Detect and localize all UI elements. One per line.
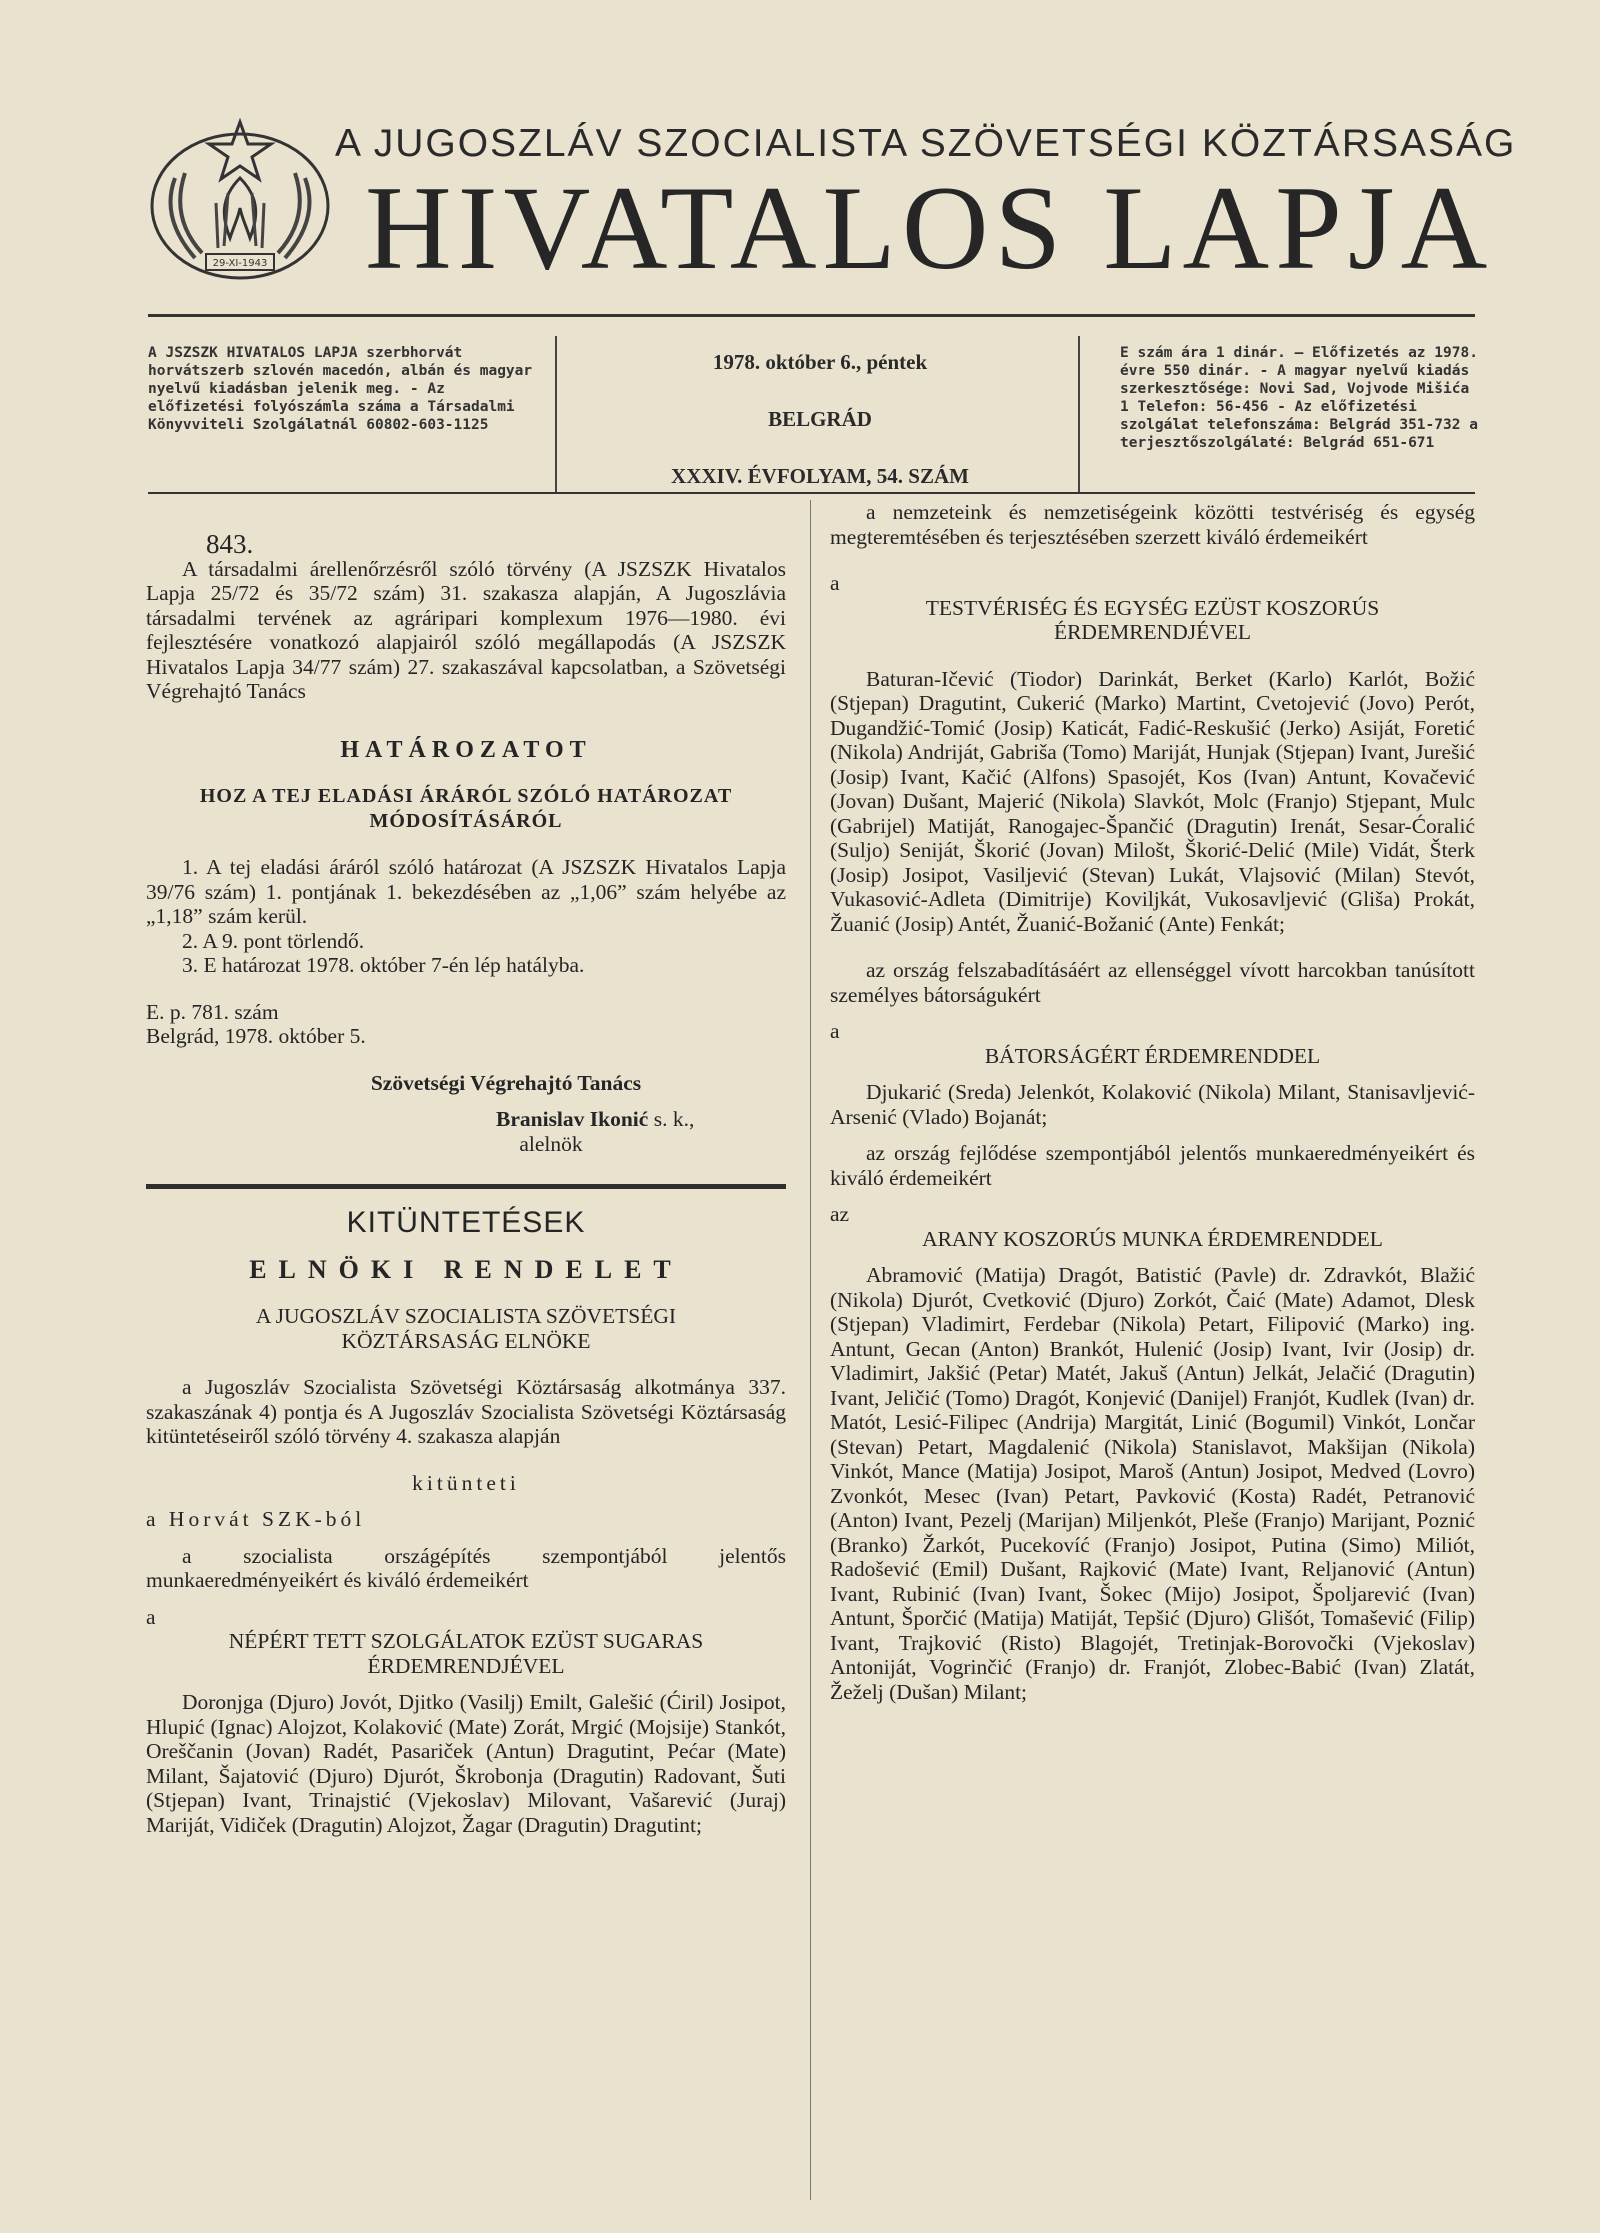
- signer-role: alelnök: [519, 1131, 583, 1156]
- header-bottom-rule: [148, 492, 1475, 494]
- left-column: [146, 529, 786, 1837]
- header-divider-left: [555, 336, 557, 492]
- decision-number: 843.: [206, 529, 254, 559]
- award-reason-4: az ország fejlődése szempontjából jelentős munkaeredményeikért és kiváló érdemeikért: [830, 1141, 1475, 1190]
- decision-intro: A társadalmi árellenőrzésről szóló törvény (A JSZSZK Hivatalos Lapja 25/72 és 35/72 szám) 31. szakasza alapján, A Jugoszlávia társadalmi tervének az agráripari komplexum 1976—1980. évi fejlesztésére vonatkozó alapjairól szóló megállapodás (A JSZSZK Hivatalos Lapja 34/77 szám) 27. szakaszával kapcsolatban, a Szövetségi Végrehajtó Tanács: [146, 556, 786, 703]
- order-name-1: NÉPÉRT TETT SZOLGÁLATOK EZÜST SUGARAS ÉRDEMRENDJÉVEL: [228, 1629, 704, 1678]
- section-heading: KITÜNTETÉSEK: [346, 1206, 586, 1239]
- awardee-list-3: Djukarić (Sreda) Jelenkót, Kolaković (Nikola) Milant, Stanisavljević-Arsenić (Vlado) Bojanát;: [830, 1080, 1475, 1129]
- resolution-item-2: 2. A 9. pont törlendő.: [182, 928, 365, 953]
- article-4: az: [830, 1202, 850, 1226]
- resolution-item-1: 1. A tej eladási áráról szóló határozat (A JSZSZK Hivatalos Lapja 39/76 szám) 1. pontjának 1. bekezdésében az „1,06” szám helyébe az „1,18” szám kerül.: [146, 855, 786, 928]
- awardee-list-1: Doronjga (Djuro) Jovót, Djitko (Vasilj) Emilt, Galešić (Ćiril) Josipot, Hlupić (Ignac) Alojzot, Kolaković (Mate) Zorát, Mrgić (Mojsije) Stankót, Oreščanin (Jovan) Radét, Pasariček (Antun) Dragutint, Pećar (Mate) Milant, Šajatović (Djuro) Djurót, Škrobonja (Dragutin) Radovant, Šuti (Stjepan) Ivant, Trinajstić (Vjekoslav) Milovant, Vašarević (Juraj) Mariját, Vidiček (Dragutin) Alojzot, Žagar (Dragutin) Dragutint;: [146, 1690, 786, 1837]
- order-name-2: TESTVÉRISÉG ÉS EGYSÉG EZÜST KOSZORÚS ÉRDEMRENDJÉVEL: [925, 595, 1380, 644]
- right-column: [830, 500, 1475, 1704]
- issue-date: 1978. október 6., péntek: [712, 350, 928, 374]
- awards-verb: kitünteti: [412, 1470, 520, 1495]
- masthead-title: HIVATALOS LAPJA: [365, 161, 1494, 294]
- article-2: a: [830, 571, 840, 595]
- header-right-info: E szám ára 1 dinár. — Előfizetés az 1978. évre 550 dinár. - A magyar nyelvű kiadás szerkesztősége: Novi Sad, Vojvode Mišića 1 Telefon: 56-456 - Az előfizetési szolgálat telefonszáma: Belgrád 351-732 a terjesztőszolgálaté: Belgrád 651-671: [1120, 345, 1478, 451]
- column-divider: [810, 500, 811, 2200]
- header-center: [560, 350, 1080, 521]
- award-reason-2: a nemzeteink és nemzetiségeink közötti testvériség és egység megteremtésében és terjesztésében szerzett kiváló érdemeikért: [830, 500, 1475, 549]
- award-reason-1: a szocialista országépítés szempontjából jelentős munkaeredményeikért és kiváló érdemeikért: [146, 1543, 786, 1592]
- place-date: Belgrád, 1978. október 5.: [146, 1024, 366, 1048]
- state-emblem-icon: [140, 118, 340, 288]
- section-separator: [146, 1184, 786, 1189]
- article-1: a: [146, 1604, 156, 1629]
- council-name: Szövetségi Végrehajtó Tanács: [370, 1070, 642, 1095]
- decree-basis: a Jugoszláv Szocialista Szövetségi Köztársaság alkotmánya 337. szakaszának 4) pontja és A Jugoszláv Szocialista Szövetségi Köztársaság kitüntetéseiről szóló törvény 4. szakasza alapján: [146, 1375, 786, 1448]
- header-left-info: A JSZSZK HIVATALOS LAPJA szerbhorvát horvátszerb szlovén macedón, albán és magyar nyelvű kiadásban jelenik meg. - Az előfizetési folyószámla száma a Társadalmi Könyvviteli Szolgálatnál 60802-603-1125: [148, 345, 533, 433]
- masthead-subtitle: A JUGOSZLÁV SZOCIALISTA SZÖVETSÉGI KÖZTÁRSASÁG: [335, 122, 1517, 165]
- awardee-list-4: Abramović (Matija) Dragót, Batistić (Pavle) dr. Zdravkót, Blažić (Nikola) Djurót, Cvetković (Djuro) Zorkót, Čaić (Mate) Adamot, Dlesk (Stjepan) Vladimirt, Ferdebar (Nikola) Petart, Filipović (Marko) ing. Antunt, Gecan (Anton) Brankót, Hulenić (Josip) Ivant, Ivir (Josip) dr. Vladimirt, Jakšić (Petar) Matét, Jakuš (Antun) Jelkát, Jelačić (Dragutin) Ivant, Jeličić (Tomo) Dragót, Konjević (Danijel) Franjót, Kudlek (Ivan) dr. Matót, Lesić-Filipec (Andrija) Margitát, Linić (Bogumil) Vinkót, Lončar (Stevan) Petart, Magdalenić (Nikola) Stanislavot, Makšijan (Nikola) Vinkót, Mance (Matija) Josipot, Maroš (Antun) Josipot, Medved (Lovro) Zvonkót, Mesec (Ivan) Petart, Pavković (Kosta) Radét, Petranović (Anton) Ivant, Pezelj (Marijan) Miljenkót, Pleše (Franjo) Marijant, Poznić (Branko) Žarkót, Pucekovíć (Franjo) Josipot, Putina (Simo) Miliót, Radošević (Emil) Dušant, Rajković (Mate) Ivant, Reljanović (Antun) Ivant, Rubinić (Ivan) Ivant, Šokec (Mijo) Josipot, Špoljarević (Ivan) Antunt, Šporčić (Matija) Matiját, Tepšić (Djuro) Glišót, Tomašević (Filip) Ivant, Trajković (Risto) Blagojét, Tretinjak-Borovočki (Vjekoslav) Antoniját, Vogrinčić (Franjo) dr. Franjót, Zlobec-Babić (Ivan) Zlatát, Žeželj (Dušan) Milant;: [830, 1263, 1475, 1704]
- resolution-heading: HATÁROZATOT: [340, 736, 592, 763]
- award-reason-3: az ország felszabadításáért az ellenséggel vívott harcokban tanúsított személyes bátorságukért: [830, 958, 1475, 1007]
- resolution-item-3: 3. E határozat 1978. október 7-én lép hatályba.: [182, 953, 585, 977]
- awardee-region: a Horvát SZK-ból: [146, 1507, 366, 1531]
- signer-suffix: s. k.,: [653, 1107, 695, 1131]
- article-3: a: [830, 1019, 840, 1043]
- awardee-list-2: Baturan-Ičević (Tiodor) Darinkát, Berket (Karlo) Karlót, Božić (Stjepan) Dragutint, Cukerić (Marko) Martint, Cvetojević (Jovo) Perót, Dugandžić-Tomić (Josip) Katicát, Fadić-Reskušić (Jerko) Asiját, Foretić (Nikola) Andriját, Gabriša (Tomo) Mariját, Hunjak (Stjepan) Ivant, Jurešić (Josip) Ivant, Kačić (Alfons) Spasojét, Kos (Ivan) Antunt, Kovačević (Jovan) Dušant, Majerić (Nikola) Slavkót, Molc (Franjo) Stjepant, Mulc (Gabrijel) Matiját, Ranogajec-Špančić (Dragutin) Irenát, Sesar-Ćoralić (Suljo) Seniját, Škorić (Jovan) Milošt, Škorić-Delić (Mile) Vidát, Šterk (Josip) Josipot, Vasiljević (Stevan) Lukát, Vlajsović (Milan) Stevót, Vukasović-Adleta (Dimitrije) Koviljkát, Vukosavljević (Gliša) Prokát, Žuanić (Josip) Antét, Žuanić-Božanić (Ante) Fenkát;: [830, 666, 1475, 936]
- decree-heading: ELNÖKI RENDELET: [249, 1254, 683, 1284]
- presidency-heading: A JUGOSZLÁV SZOCIALISTA SZÖVETSÉGI KÖZTÁRSASÁG ELNÖKE: [255, 1304, 677, 1353]
- resolution-subheading: HOZ A TEJ ELADÁSI ÁRÁRÓL SZÓLÓ HATÁROZAT MÓDOSÍTÁSÁRÓL: [199, 785, 733, 832]
- issue-number: XXXIV. ÉVFOLYAM, 54. SZÁM: [671, 464, 969, 488]
- masthead-rule: [148, 314, 1475, 317]
- signer-name: Branislav Ikonić: [496, 1107, 649, 1131]
- order-name-4: ARANY KOSZORÚS MUNKA ÉRDEMRENDDEL: [922, 1226, 1383, 1251]
- order-name-3: BÁTORSÁGÉRT ÉRDEMRENDDEL: [984, 1043, 1321, 1068]
- issue-place: BELGRÁD: [768, 407, 872, 431]
- reference-number: E. p. 781. szám: [146, 999, 279, 1024]
- emblem-date: 29-XI-1943: [212, 258, 268, 269]
- signature-block: [146, 1107, 786, 1132]
- header-divider-right: [1078, 336, 1080, 492]
